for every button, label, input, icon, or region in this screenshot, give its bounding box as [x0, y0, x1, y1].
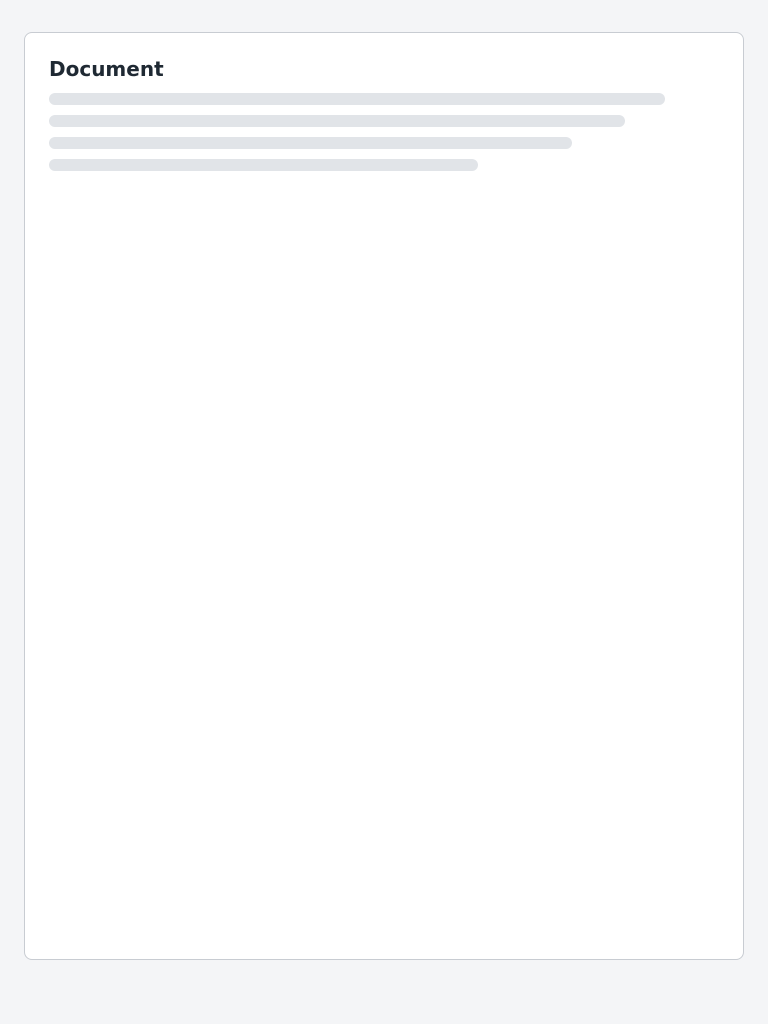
text-placeholder-line [49, 115, 625, 127]
document-heading: Document [49, 57, 164, 81]
text-placeholder-line [49, 137, 572, 149]
text-placeholder-line [49, 159, 478, 171]
text-placeholder-line [49, 93, 665, 105]
document-panel [24, 32, 744, 960]
